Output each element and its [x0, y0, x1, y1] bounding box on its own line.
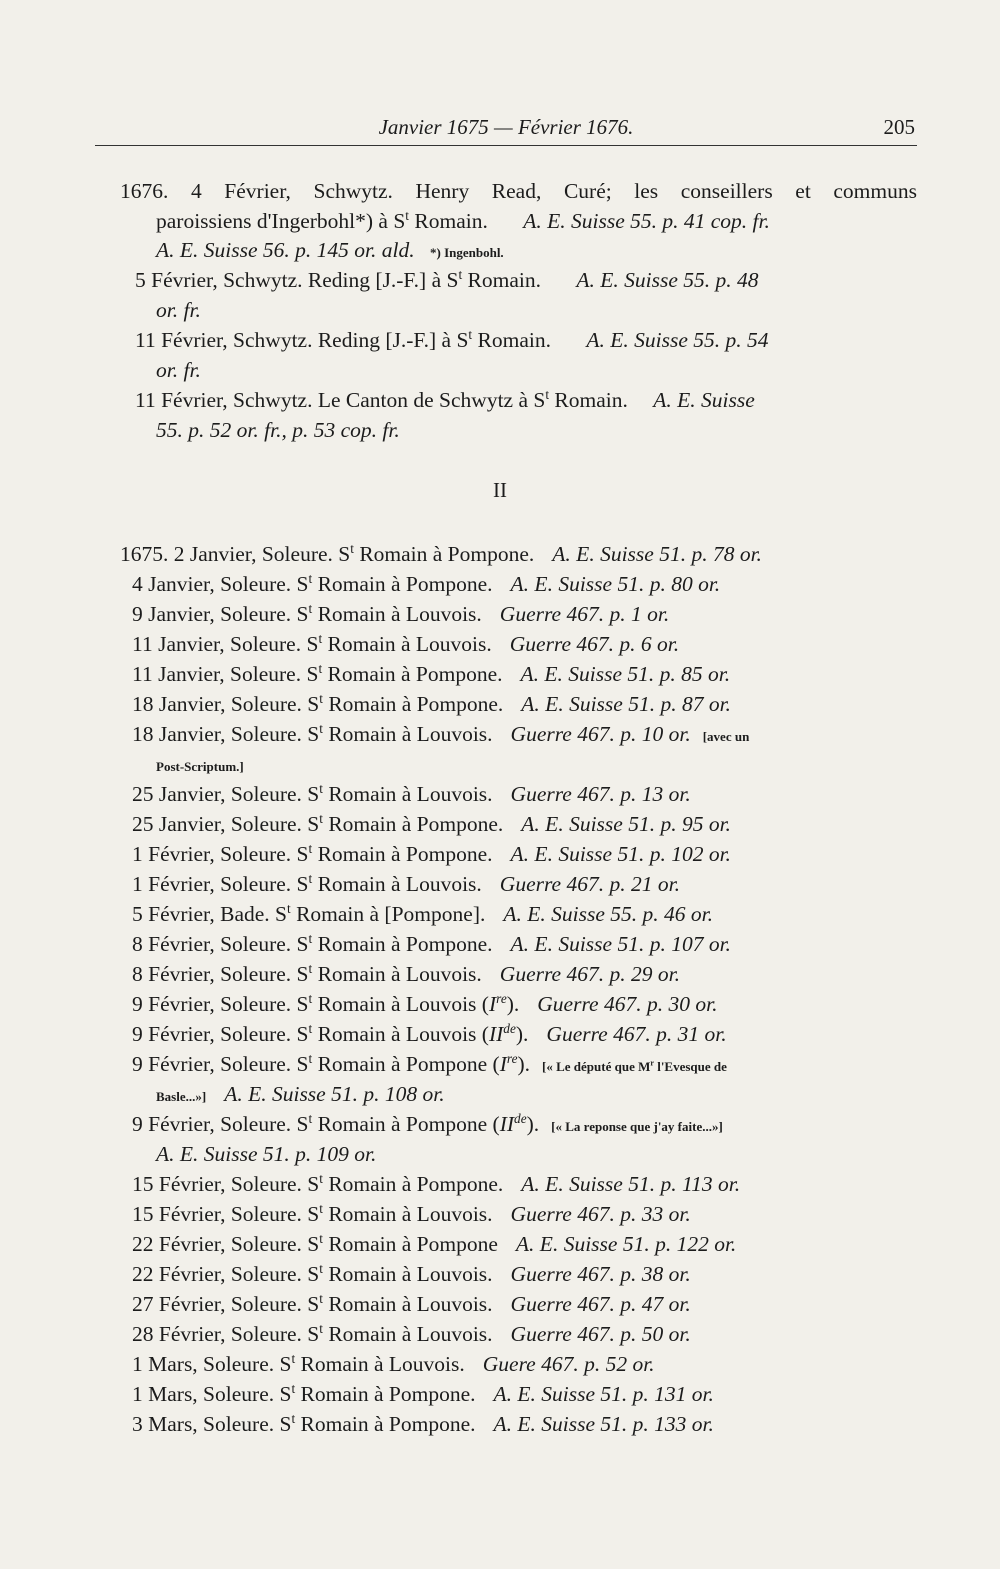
entry-text: 27 Février, Soleure. $S^t$ Romain à Louvois.	[132, 1290, 493, 1316]
entry-text: 8 Février, Soleure. $S^t$ Romain à Louvois.	[132, 960, 482, 986]
editorial-note: Post-Scriptum.]	[156, 759, 244, 774]
entry-line	[132, 1109, 918, 1139]
entry-line	[132, 869, 918, 899]
entry-text: 15 Février, Soleure. $S^t$ Romain à Pompone.	[132, 1170, 504, 1196]
archive-reference: Guerre 467. p. 1 or.	[499, 602, 670, 626]
entry-text: 5 Février, Bade. $S^t$ Romain à [Pompone].	[132, 900, 486, 926]
entry-line	[156, 235, 918, 265]
editorial-note: Basle...»]	[156, 1089, 207, 1104]
archive-reference: Guerre 467. p. 21 or.	[499, 872, 680, 896]
entry-text: 15 Février, Soleure. $S^t$ Romain à Louvois.	[132, 1200, 493, 1226]
archive-reference: Guerre 467. p. 50 or.	[510, 1322, 691, 1346]
section-number: II	[493, 478, 507, 502]
entry-line	[132, 629, 918, 659]
entry-line	[132, 989, 918, 1019]
entry-text: 9 Février, Soleure. $S^t$ Romain à Pompone (Ire).	[132, 1050, 531, 1076]
archive-reference: A. E. Suisse 51. p. 133 or.	[493, 1412, 714, 1436]
footnote: *) Ingenbohl.	[429, 245, 504, 260]
entry-line	[156, 206, 918, 236]
entry-text: 11 Janvier, Soleure. $S^t$ Romain à Louvois.	[132, 630, 492, 656]
entry-line	[120, 176, 917, 206]
archive-reference: Guerre 467. p. 10 or.	[510, 722, 691, 746]
running-title: Janvier 1675 — Février 1676.	[378, 115, 634, 139]
entry-text: 5 Février, Schwytz. Reding [J.-F.] à $S^t$ Romain.	[135, 266, 542, 292]
entry-line	[156, 355, 1000, 385]
entry-line	[132, 1409, 918, 1439]
archive-reference: A. E. Suisse 51. p. 78 or.	[552, 542, 762, 566]
entry-line	[132, 779, 918, 809]
entry-text: 1676. 4 Février, Schwytz. Henry Read, Curé; les conseillers et communs	[120, 179, 917, 203]
entry-text: 11 Février, Schwytz. Reding [J.-F.] à $S^t$ Romain.	[135, 326, 551, 352]
archive-reference: A. E. Suisse 51. p. 85 or.	[520, 662, 731, 686]
entry-line	[156, 749, 918, 779]
entry-line	[156, 1139, 918, 1169]
archive-reference: A. E. Suisse 51. p. 102 or.	[510, 842, 731, 866]
archive-reference: A. E. Suisse	[653, 388, 755, 412]
entry-text: 9 Février, Soleure. $S^t$ Romain à Louvois (Ire).	[132, 990, 520, 1016]
entry-line	[132, 1049, 918, 1079]
entry-text: 11 Janvier, Soleure. $S^t$ Romain à Pompone.	[132, 660, 503, 686]
archive-reference: A. E. Suisse 55. p. 41 cop. fr.	[523, 209, 770, 233]
archive-reference: Guere 467. p. 52 or.	[482, 1352, 655, 1376]
entry-line	[132, 1199, 918, 1229]
archive-reference: A. E. Suisse 56. p. 145 or. ald.	[156, 238, 415, 262]
entry-line	[132, 1319, 918, 1349]
entry-line	[132, 1259, 918, 1289]
entry-text: paroissiens d'Ingerbohl*) à $S^t$ Romain.	[156, 207, 488, 233]
entry-line	[132, 569, 918, 599]
archive-reference: A. E. Suisse 51. p. 80 or.	[510, 572, 721, 596]
entry-text: 4 Janvier, Soleure. $S^t$ Romain à Pompone.	[132, 570, 493, 596]
entry-text: 1 Février, Soleure. $S^t$ Romain à Louvois.	[132, 870, 482, 896]
entry-line	[135, 265, 918, 295]
page-number: 205	[883, 115, 915, 139]
editorial-note: [avec un	[702, 729, 750, 744]
archive-reference: or. fr.	[156, 298, 201, 322]
archive-reference: A. E. Suisse 55. p. 46 or.	[503, 902, 713, 926]
entry-text: 1 Mars, Soleure. $S^t$ Romain à Pompone.	[132, 1380, 476, 1406]
archive-reference: A. E. Suisse 51. p. 87 or.	[521, 692, 731, 716]
entry-line	[156, 295, 1000, 325]
entry-text: 9 Février, Soleure. $S^t$ Romain à Pompone (IIde).	[132, 1110, 540, 1136]
entry-text: 18 Janvier, Soleure. $S^t$ Romain à Louvois.	[132, 720, 493, 746]
entry-line	[132, 1019, 918, 1049]
archive-reference: 55. p. 52 or. fr., p. 53 cop. fr.	[156, 418, 400, 442]
entry-line	[132, 929, 918, 959]
archive-reference: A. E. Suisse 51. p. 131 or.	[493, 1382, 714, 1406]
entry-line	[120, 539, 918, 569]
archive-reference: A. E. Suisse 51. p. 109 or.	[156, 1142, 377, 1166]
entry-line	[132, 809, 918, 839]
entry-text: 3 Mars, Soleure. $S^t$ Romain à Pompone.	[132, 1410, 476, 1436]
archive-reference: A. E. Suisse 55. p. 54	[586, 328, 769, 352]
entry-line	[132, 719, 918, 749]
archive-reference: A. E. Suisse 55. p. 48	[576, 268, 759, 292]
entry-line	[132, 1349, 918, 1379]
archive-reference: A. E. Suisse 51. p. 107 or.	[510, 932, 731, 956]
entry-line	[156, 415, 1000, 445]
archive-reference: A. E. Suisse 51. p. 95 or.	[521, 812, 731, 836]
entry-line	[132, 839, 918, 869]
archive-reference: Guerre 467. p. 38 or.	[510, 1262, 691, 1286]
entry-text: 22 Février, Soleure. $S^t$ Romain à Pompone	[132, 1230, 498, 1256]
entry-line	[132, 1229, 918, 1259]
archive-reference: Guerre 467. p. 13 or.	[510, 782, 691, 806]
editorial-note: [« Le député que $M^r$ l'Evesque de	[542, 1058, 727, 1074]
entry-text: 9 Janvier, Soleure. $S^t$ Romain à Louvois.	[132, 600, 482, 626]
entry-text: 1675. 2 Janvier, Soleure. $S^t$ Romain à Pompone.	[120, 540, 535, 566]
archive-reference: Guerre 467. p. 30 or.	[537, 992, 718, 1016]
archive-reference: Guerre 467. p. 31 or.	[546, 1022, 727, 1046]
archive-reference: Guerre 467. p. 6 or.	[509, 632, 680, 656]
entry-text: 9 Février, Soleure. $S^t$ Romain à Louvois (IIde).	[132, 1020, 529, 1046]
archive-reference: Guerre 467. p. 33 or.	[510, 1202, 691, 1226]
entry-line	[132, 1169, 918, 1199]
entry-line	[132, 659, 918, 689]
entry-line	[132, 959, 918, 989]
entry-text: 8 Février, Soleure. $S^t$ Romain à Pompone.	[132, 930, 493, 956]
editorial-note: [« La reponse que j'ay faite...»]	[551, 1119, 723, 1134]
entry-text: 22 Février, Soleure. $S^t$ Romain à Louvois.	[132, 1260, 493, 1286]
archive-reference: Guerre 467. p. 29 or.	[499, 962, 680, 986]
entry-line	[132, 599, 918, 629]
running-header	[95, 115, 917, 146]
entry-line	[135, 325, 918, 355]
entry-line	[135, 385, 918, 415]
entry-text: 1 Mars, Soleure. $S^t$ Romain à Louvois.	[132, 1350, 465, 1376]
archive-reference: A. E. Suisse 51. p. 122 or.	[515, 1232, 737, 1256]
entry-text: 28 Février, Soleure. $S^t$ Romain à Louvois.	[132, 1320, 493, 1346]
entry-line	[132, 899, 918, 929]
archive-reference: Guerre 467. p. 47 or.	[510, 1292, 691, 1316]
entry-line	[132, 1289, 918, 1319]
entry-text: 1 Février, Soleure. $S^t$ Romain à Pompone.	[132, 840, 493, 866]
entry-line	[132, 689, 918, 719]
entry-line	[132, 1379, 918, 1409]
entry-text: 25 Janvier, Soleure. $S^t$ Romain à Louvois.	[132, 780, 493, 806]
archive-reference: A. E. Suisse 51. p. 108 or.	[224, 1082, 445, 1106]
archive-reference: A. E. Suisse 51. p. 113 or.	[521, 1172, 741, 1196]
archive-reference: or. fr.	[156, 358, 201, 382]
entry-text: 18 Janvier, Soleure. $S^t$ Romain à Pompone.	[132, 690, 504, 716]
entry-text: 11 Février, Schwytz. Le Canton de Schwytz à $S^t$ Romain.	[135, 386, 628, 412]
entry-text: 25 Janvier, Soleure. $S^t$ Romain à Pompone.	[132, 810, 504, 836]
entry-line	[156, 1079, 918, 1109]
